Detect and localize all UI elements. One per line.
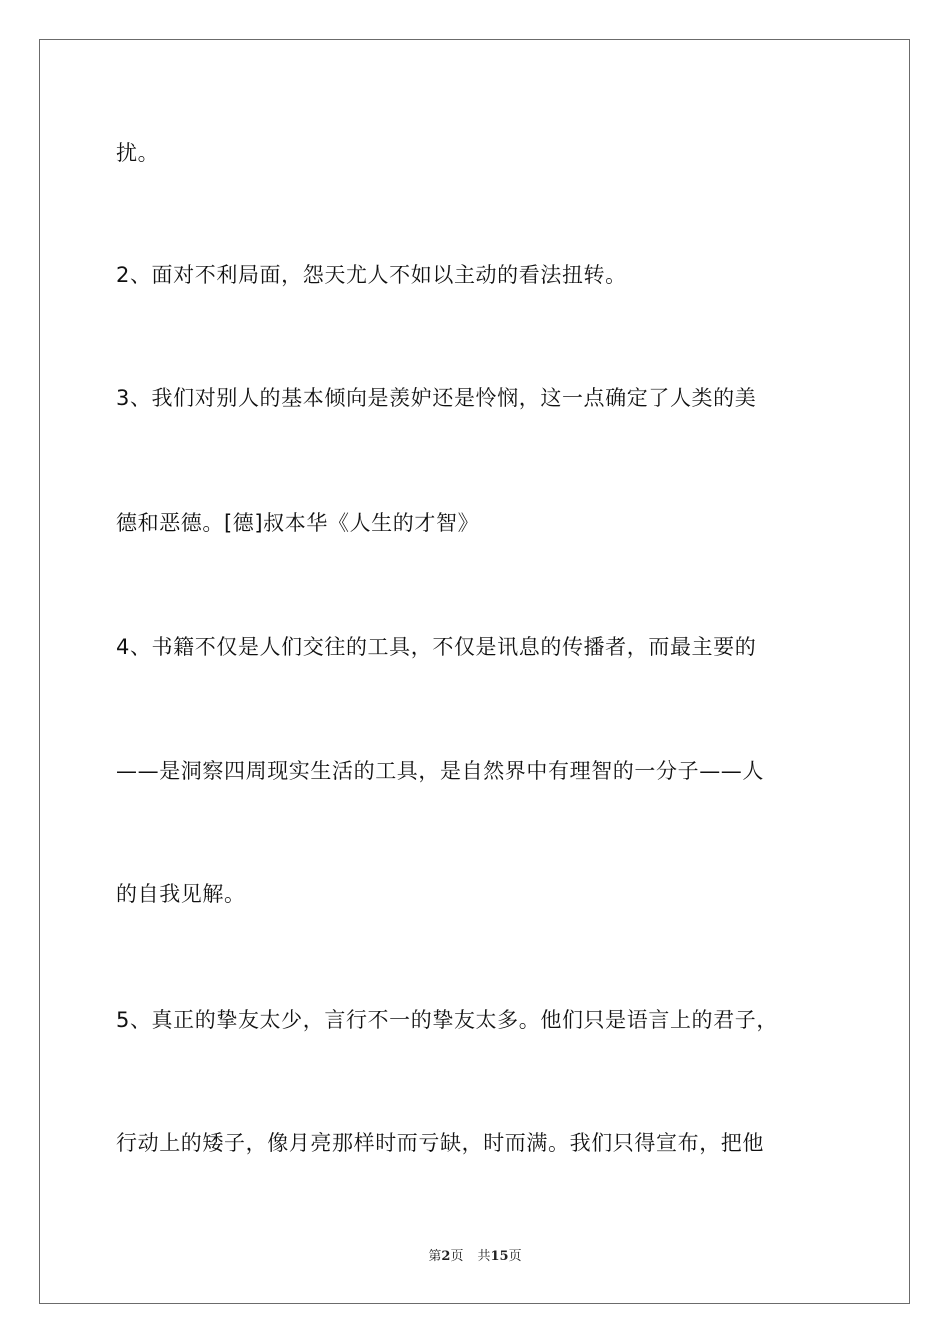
text-line-9: 行动上的矮子，像月亮那样时而亏缺，时而满。我们只得宣布，把他 <box>116 1131 764 1155</box>
footer-total-pages: 15 <box>490 1249 509 1264</box>
footer-page-suffix: 页 <box>450 1249 464 1264</box>
footer-page-prefix: 第 <box>428 1249 442 1264</box>
text-line-6: ——是洞察四周现实生活的工具，是自然界中有理智的一分子——人 <box>116 759 764 783</box>
footer-total-prefix: 共 <box>477 1249 491 1264</box>
page-footer <box>0 1248 950 1266</box>
text-line-2: 2、面对不利局面，怨天尤人不如以主动的看法扭转。 <box>116 263 627 287</box>
footer-total-suffix: 页 <box>508 1249 522 1264</box>
text-line-5: 4、书籍不仅是人们交往的工具，不仅是讯息的传播者，而最主要的 <box>116 635 757 659</box>
text-line-7: 的自我见解。 <box>116 882 246 906</box>
text-line-3: 3、我们对别人的基本倾向是羡妒还是怜悯，这一点确定了人类的美 <box>116 386 757 410</box>
page-border <box>39 39 910 1304</box>
footer-page-number: 2 <box>441 1249 451 1264</box>
text-line-8: 5、真正的挚友太少，言行不一的挚友太多。他们只是语言上的君子， <box>116 1008 778 1032</box>
text-line-4: 德和恶德。[德]叔本华《人生的才智》 <box>116 511 480 535</box>
text-line-1: 扰。 <box>116 141 160 165</box>
